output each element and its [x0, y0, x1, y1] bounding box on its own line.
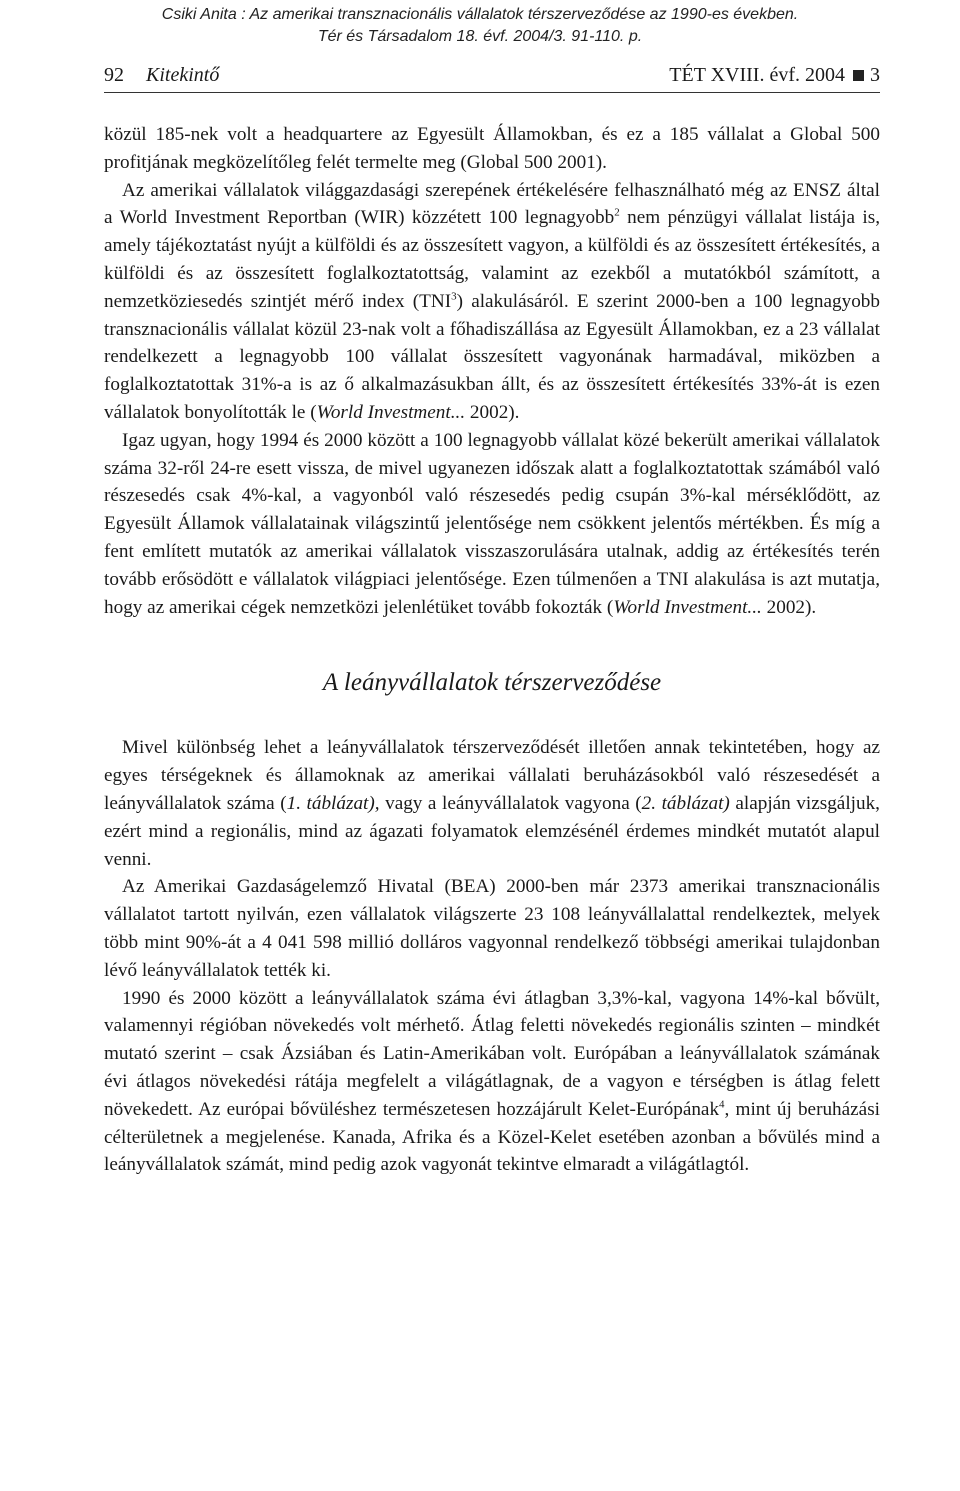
footnote-ref-2[interactable]: 2 — [614, 207, 620, 219]
running-head — [104, 62, 880, 93]
section-name: Kitekintő — [146, 64, 220, 86]
issue-number: 3 — [870, 64, 880, 86]
page-number: 92 — [104, 64, 124, 86]
citation-world-investment: World Investment... — [316, 401, 466, 423]
paragraph-4: Mivel különbség lehet a leányvállalatok térszerveződését illetően annak tekintetében, hogy az egyes térségeknek és államoknak az amerikai vállalati beruházásokból való részesedését a leányvállalatok száma (1. táblázat), vagy a leányvállalatok vagyona (2. táblázat) alapján vizsgáljuk, ezért mind a regionális, mind az ágazati folyamatok elemzésénél érdemes mindkét mutatót alapul venni. — [104, 737, 880, 870]
paragraph-1: közül 185-nek volt a headquartere az Egyesült Államokban, és ez a 185 vállalat a Global 500 profitjának megközelítőleg felét termelte meg (Global 500 2001). — [104, 124, 880, 173]
section-heading: A leányvállalatok térszerveződése — [322, 669, 662, 697]
footnote-ref-3[interactable]: 3 — [451, 290, 457, 303]
table-2-reference[interactable]: 2. táblázat) — [641, 792, 730, 814]
journal-name: TÉT XVIII. évf. 2004 — [669, 64, 845, 86]
paragraph-3: Igaz ugyan, hogy 1994 és 2000 között a 100 legnagyobb vállalat közé bekerült amerikai vállalatok száma 32-ről 24-re esett vissza, de mivel ugyanezen időszak alatt a foglalkoztatottak számából való részesedés csak 4%-kal, a vagyonból való részesedés pedig csupán 3%-kal mérséklődött, az Egyesült Államok vállalatainak világszintű jelentősége nem csökkent jelentős mértékben. És míg a fent említett mutatók az amerikai vállalatok visszaszorulására utalnak, addig az értékesítés terén tovább erősödött e vállalatok világpiaci jelentősége. Ezen túlmenően a TNI alakulása is azt mutatja, hogy az amerikai cégek nemzetközi jelenlétüket tovább fokozták (World Investment... 2002). — [104, 429, 880, 618]
square-bullet-icon — [853, 70, 864, 81]
citation-header — [0, 4, 960, 48]
paragraph-6: 1990 és 2000 között a leányvállalatok száma évi átlagban 3,3%-kal, vagyona 14%-kal bővült, valamennyi régióban növekedés volt mérhető. Átlag feletti növekedés regionális szinten – mindkét mutató szerint – csak Ázsiában és Latin-Amerikában volt. Európában a leányvállalatok számának évi átlagos növekedési rátája megfelelt a világátlagnak, de a vagyon e térségben is átlag felett növekedett. Az európai bővüléshez természetesen hozzájárult Kelet-Európának$^4$, mint új beruházási célterületnek a megjelenése. Kanada, Afrika és a Közel-Kelet esetében azonban a bővülés mind a leányvállalatok számát, mind pedig azok vagyonát tekintve elmaradt a világátlagtól. — [104, 987, 880, 1176]
table-1-reference[interactable]: 1. táblázat), — [286, 792, 380, 814]
running-head-right — [669, 62, 880, 88]
article-body — [104, 121, 880, 1179]
citation-world-investment: World Investment... — [613, 596, 762, 618]
footnote-ref-4[interactable]: 4 — [719, 1098, 725, 1111]
running-head-left — [104, 62, 219, 88]
citation-line-1: Csiki Anita : Az amerikai transznacionális vállalatok térszerveződése az 1990-es években. — [161, 6, 799, 23]
paragraph-5: Az Amerikai Gazdaságelemző Hivatal (BEA) 2000-ben már 2373 amerikai transznacionális vállalatot tartott nyilván, ezen vállalatok világszerte 23 108 leányvállalattal rendelkeztek, melyek több mint 90%-át a 4 041 598 millió dolláros vagyonnal rendelkező többségi amerikai tulajdonban lévő leányvállalatok tették ki. — [104, 876, 880, 981]
citation-line-2: Tér és Társadalom 18. évf. 2004/3. 91-110. p. — [317, 28, 643, 45]
paragraph-2: Az amerikai vállalatok világgazdasági szerepének értékelésére felhasználható még az ENSZ által a World Investment Reportban (WIR) közzétett 100 legnagyobb$^2$ nem pénzügyi vállalat listája is, amely tájékoztatást nyújt a külföldi és az összesített vagyon, a külföldi és az összesített értékesítés, a külföldi és az összesített foglalkoztatottság, valamint az ezekből a mutatókból számított, a nemzetköziesedés szintjét mérő index (TNI$^3$) alakulásáról. E szerint 2000-ben a 100 legnagyobb transznacionális vállalat közül 23-nak volt a főhadiszállása az Egyesült Államokban, ez a 23 vállalat rendelkezett a legnagyobb 100 vállalat összesített vagyonának harmadával, miközben a foglalkoztatottak 31%-a is az ő alkalmazásukban állt, és az összesített értékesítés 33%-át is ezen vállalatok bonyolították le (World Investment... 2002). — [104, 179, 880, 423]
